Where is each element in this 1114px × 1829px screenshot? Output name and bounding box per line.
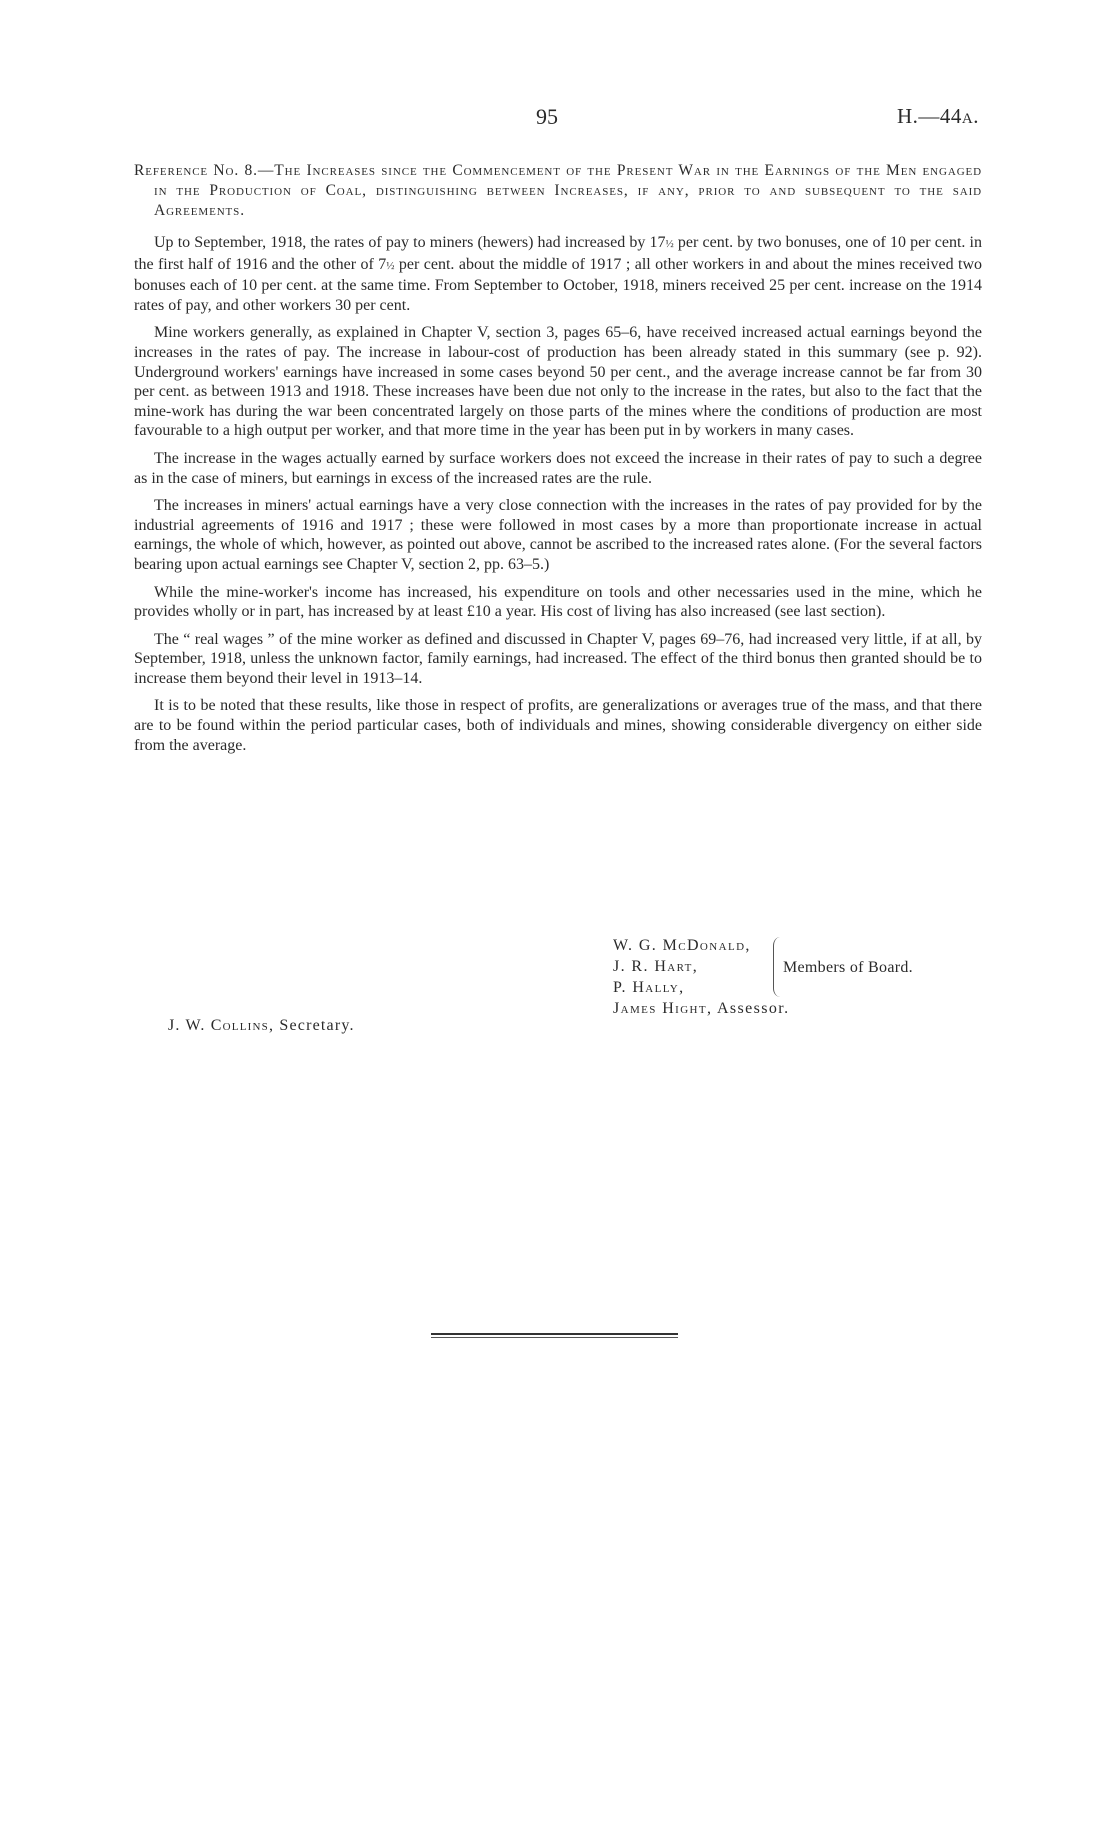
assessor-name: James Hight,: [613, 1000, 713, 1017]
members-of-board-label: Members of Board.: [783, 959, 913, 976]
document-code-main: H.—44: [896, 104, 962, 128]
fraction-half: ½: [386, 259, 395, 272]
section-heading: Reference No. 8.—The Increases since the Commencement of the Present War in the Earnings of the Men engaged in the Production of Coal, distinguishing between Increases, if any, prior to and subsequent to the said Agreements.: [134, 162, 982, 219]
signatory-assessor: [613, 998, 790, 1019]
signatory-initials: P.: [613, 979, 633, 996]
end-of-section-rule: [431, 1333, 678, 1338]
signatory-initials: W. G.: [613, 937, 663, 954]
assessor-role: Assessor.: [712, 1000, 790, 1017]
paragraph-6: The “ real wages ” of the mine worker as defined and discussed in Chapter V, pages 69–76, had increased very little, if at all, by September, 1918, unless the unknown factor, family earnings, had increased. The effect of the third bonus then granted should be to increase them beyond their level in 1913–14.: [134, 630, 982, 687]
paragraph-4: The increases in miners' actual earnings have a very close connection with the increases in the rates of pay provided for by the industrial agreements of 1916 and 1917 ; these were followed in most cases by a more than proportionate increase in actual earnings, the whole of which, however, as pointed out above, cannot be ascribed to the increased rates alone. (For the several factors bearing upon actual earnings see Chapter V, section 2, pp. 63–5.): [134, 497, 982, 573]
signatory-hally: [613, 977, 790, 998]
document-code-suffix: a.: [961, 104, 979, 128]
document-code: [897, 104, 979, 129]
signatory-surname: McDonald,: [662, 937, 751, 954]
signatory-initials: J. R.: [613, 958, 655, 975]
paragraph-1-part-c: per cent. about the middle of 1917 ; all other workers in and about the mines received two bonuses each of 10 per cent. at the same time. From September to October, 1918, miners received 25 per cent. increase on the 1914 rates of pay, and other workers 30 per cent.: [134, 255, 983, 314]
paragraph-3: The increase in the wages actually earned by surface workers does not exceed the increase in their rates of pay to such a degree as in the case of miners, but earnings in excess of the increased rates are the rule.: [134, 449, 982, 487]
secretary-surname: Collins,: [210, 1017, 275, 1034]
paragraph-1-part-b: per cent. by two bonuses, one of 10 per cent. in the first half of 1916 and the other of 7: [134, 234, 982, 273]
members-brace: [773, 937, 780, 997]
signature-block: [613, 935, 913, 1019]
paragraph-1-part-a: Up to September, 1918, the rates of pay to miners (hewers) had increased by 17: [154, 234, 666, 251]
secretary-signature: [168, 1017, 355, 1035]
rule-line-thin: [431, 1337, 678, 1338]
signatory-surname: Hally,: [632, 979, 685, 996]
secretary-initials: J. W.: [168, 1017, 211, 1034]
paragraph-2: Mine workers generally, as explained in Chapter V, section 3, pages 65–6, have received increased actual earnings beyond the increases in the rates of pay. The increase in labour-cost of production has been already stated in this summary (see p. 92). Underground workers' earnings have increased in some cases beyond 50 per cent., and the average increase cannot be far from 30 per cent. as between 1913 and 1918. These increases have been due not only to the increase in the rates, but also to the fact that the mine-work has during the war been concentrated largely on those parts of the mines where the conditions of production are most favourable to a high output per worker, and that more time in the year has been put in by workers in many cases.: [134, 324, 982, 440]
page-number: 95: [536, 104, 558, 129]
paragraph-7: It is to be noted that these results, like those in respect of profits, are generalizations or averages true of the mass, and that there are to be found within the period particular cases, both of individuals and mines, showing considerable divergency on either side from the average.: [134, 697, 982, 754]
signatory-mcdonald: [613, 935, 790, 956]
fraction-half: ½: [665, 238, 674, 250]
rule-line-thick: [431, 1333, 678, 1335]
body-text: [134, 233, 982, 763]
paragraph-1: [134, 233, 982, 315]
paragraph-5: While the mine-worker's income has increased, his expenditure on tools and other necessaries used in the mine, which he provides wholly or in part, has increased by at least £10 a year. His cost of living has also increased (see last section).: [134, 583, 982, 621]
secretary-role: Secretary.: [274, 1017, 355, 1034]
signatory-surname: Hart,: [654, 958, 699, 975]
signatory-hart: [613, 956, 790, 977]
